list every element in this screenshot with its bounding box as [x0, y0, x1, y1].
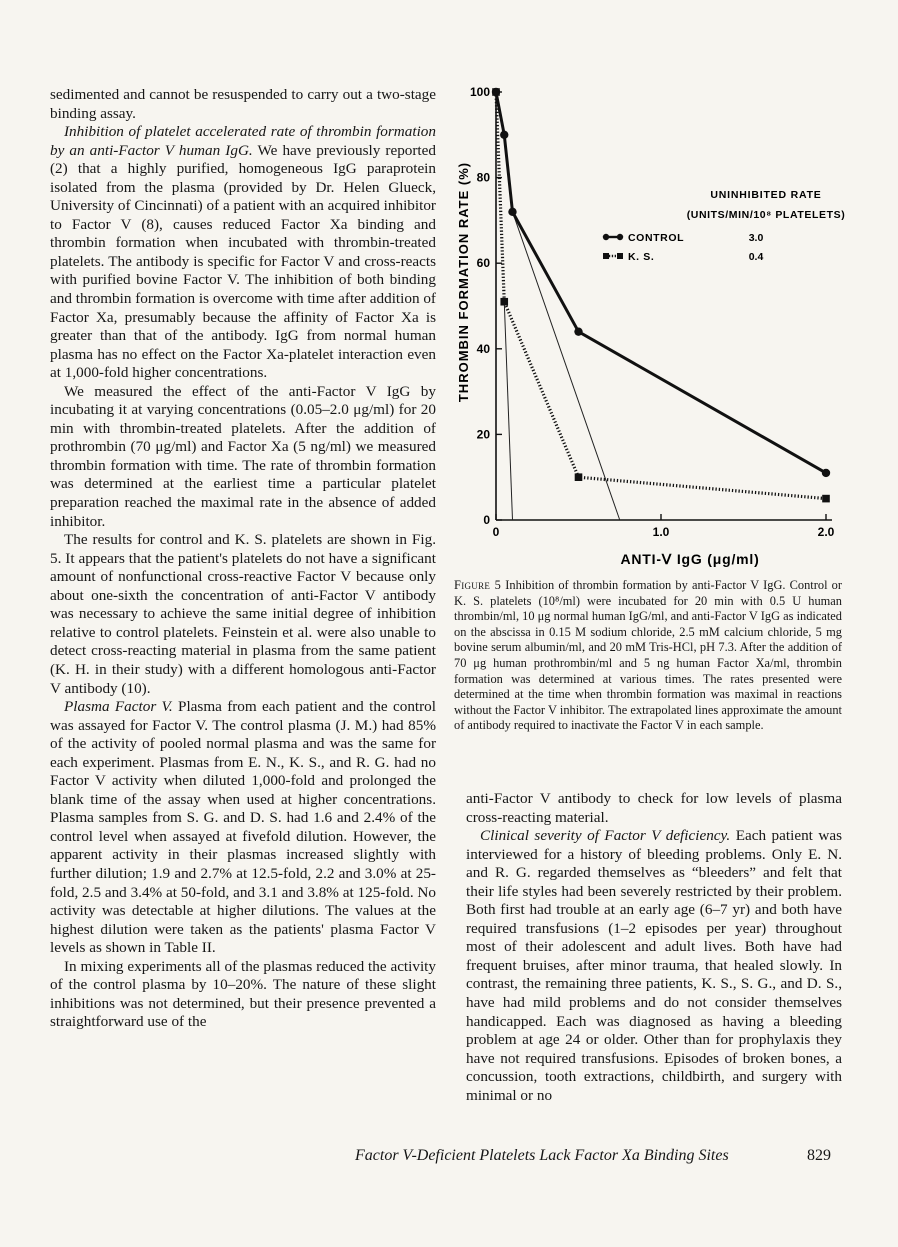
x-tick-label: 1.0	[652, 525, 670, 539]
extrapolated-line	[504, 302, 512, 520]
ks-data-point	[500, 298, 508, 306]
control-series-line	[496, 92, 826, 473]
left-paragraph-6: In mixing experiments all of the plasmas reduced the activity of the control plasma by 10–20%. The nature of these slight inhibitions was not determined, but their presence prevented a straightforward use of the	[50, 957, 436, 1031]
y-tick-label: 0	[483, 513, 490, 527]
left-paragraph-5-body: Plasma from each patient and the control was assayed for Factor V. The control plasma (J. M.) had 85% of the activity of pooled normal plasma and was the same for each experiment. Plasmas from E. N., K. S., and R. G. had no Factor V activity when diluted 1,000-fold and prolonged the blank time of the assay when used at higher concentrations. Plasma samples from S. G. and D. S. had 1.6 and 2.4% of the control level when assayed at fivefold dilution. However, the apparent activity in their plasmas increased slightly with further dilution; 1.9 and 2.7% at 12.5-fold, 2.2 and 3.0% at 25-fold, 2.5 and 3.4% at 50-fold, and 3.1 and 3.8% at 125-fold. No activity was detectable at higher dilutions. The values at the highest dilution were taken as the patients' plasma Factor V levels as shown in Table II.	[50, 698, 436, 957]
left-paragraph-3: We measured the effect of the anti-Factor V IgG by incubating it at varying concentrations (0.05–2.0 μg/ml) for 20 min with thrombin-treated platelets. After the addition of prothrombin (70 μg/ml) and Factor Xa (5 ng/ml) we measured thrombin formation with time. The rate of thrombin formation was determined at the earliest time a particular platelet preparation reached the maximal rate in the absence of added inhibitor.	[50, 382, 436, 530]
left-paragraph-2-body: We have previously reported (2) that a highly purified, homogeneous IgG paraprotein isolated from the plasma (provided by Dr. Helen Glueck, University of Cincinnati) of a patient with an acquired inhibitor to Factor V (8), causes reduced Factor Xa binding and thrombin formation when incubated with thrombin-treated platelets. The antibody is specific for Factor V and cross-reacts with purified bovine Factor V. The inhibition of both binding and thrombin formation is overcome with time after addition of Factor Xa, presumably because the affinity of Factor Xa is greater than that of the antibody. IgG from normal human plasma has no effect on the Factor Xa-platelet interaction even at 1,000-fold higher concentrations.	[50, 141, 436, 382]
section-heading-plasma-factor-v: Plasma Factor V.	[64, 698, 173, 716]
legend-series-name: K. S.	[628, 251, 655, 263]
control-data-point	[574, 327, 582, 335]
y-tick-label: 60	[476, 256, 490, 271]
ks-data-point	[822, 495, 830, 503]
x-axis-label: ANTI-Ⅴ IgG (μg/ml)	[620, 551, 760, 567]
legend-marker-control	[603, 234, 609, 240]
figure-caption	[454, 578, 842, 734]
y-tick-label: 40	[476, 341, 490, 356]
section-heading-inhibition: Inhibition of platelet accelerated rate of thrombin formation by an anti-Factor V human IgG.	[50, 123, 436, 159]
chart-series	[492, 88, 830, 503]
left-paragraph-1: sedimented and cannot be resuspended to carry out a two-stage binding assay.	[50, 86, 436, 122]
left-paragraph-4: The results for control and K. S. platelets are shown in Fig. 5. It appears that the patient's platelets do not have a significant amount of nonfunctional cross-reactive Factor V because only about one-sixth the concentration of anti-Factor V antibody was necessary to achieve the same initial degree of inhibition relative to control platelets. Feinstein et al. were also unable to detect cross-reacting material in plasma from the same patient (K. H. in their study) with a different homologous anti-Factor V antibody (10).	[50, 531, 436, 697]
left-text-column	[50, 86, 436, 1032]
y-tick-label: 20	[476, 427, 490, 442]
y-tick-label: 80	[476, 170, 490, 185]
legend-series-name: CONTROL	[628, 232, 685, 244]
left-paragraph-2	[50, 123, 436, 383]
legend-header-1: UNINHIBITED RATE	[710, 189, 822, 201]
chart-legend	[603, 232, 764, 263]
caption-text: Inhibition of thrombin formation by anti-Factor V IgG. Control or K. S. platelets (10⁸/ml) were incubated for 20 min with 0.5 U human thrombin/ml, 10 μg normal human IgG/ml, and anti-Factor V IgG as indicated on the abscissa in 0.15 M sodium chloride, 2.5 mM calcium chloride, 5 mg bovine serum albumin/ml, and 20 mM Tris-HCl, pH 7.3. After the addition of 70 μg human prothrombin/ml and 5 ng human Factor Xa/ml, thrombin formation was determined at various times. The rates presented were determined at the time when thrombin formation was maximal in reactions without the Factor V inhibitor. The extrapolated lines approximate the amount of antibody required to inactivate the Factor V in each sample.	[454, 578, 842, 733]
section-heading-clinical-severity: Clinical severity of Factor V deficiency.	[480, 827, 731, 845]
chart-ticks	[470, 85, 835, 539]
right-paragraph-1: anti-Factor V antibody to check for low levels of plasma cross-reacting material.	[466, 790, 842, 826]
x-tick-label: 2.0	[817, 525, 835, 539]
legend-marker-ks	[603, 253, 609, 259]
chart-axes	[496, 92, 832, 520]
x-tick-label: 0	[492, 525, 500, 539]
right-paragraph-2-body: Each patient was interviewed for a history of bleeding problems. Only E. N. and R. G. regarded themselves as “bleeders” and felt that their life styles had been severely restricted by their problem. Both first had trouble at an early age (6–7 yr) and both have required transfusions (1–2 episodes per year) throughout most of their adolescent and adult lives. Both have had frequent bruises, after minor trauma, that healed slowly. In contrast, the remaining three patients, K. S., S. G., and D. S., have had mild problems and do not consider themselves handicapped. Each was diagnosed as having a bleeding problem at age 24 or older. Other than for prophylaxis they have not required transfusions. Episodes of broken bones, a concussion, tooth extractions, childbirth, and surgery with minimal or no	[466, 827, 842, 1104]
right-text-column	[466, 790, 842, 1105]
running-title: Factor V-Deficient Platelets Lack Factor Xa Binding Sites	[355, 1147, 729, 1164]
left-paragraph-5	[50, 698, 436, 958]
control-data-point	[500, 131, 508, 139]
ks-data-point	[492, 88, 500, 96]
figure-5-chart	[440, 82, 860, 582]
page-number: 829	[807, 1147, 831, 1164]
control-data-point	[508, 208, 516, 216]
caption-label: Figure 5	[454, 578, 502, 592]
legend-marker-ks	[617, 253, 623, 259]
control-data-point	[822, 469, 830, 477]
y-tick-label: 100	[469, 85, 490, 99]
legend-marker-control	[617, 234, 623, 240]
legend-header-2: (UNITS/MIN/10⁸ PLATELETS)	[686, 209, 846, 221]
page-footer	[355, 1147, 835, 1165]
legend-series-rate: 0.4	[748, 251, 764, 263]
ks-series-line	[496, 92, 826, 499]
ks-data-point	[575, 473, 583, 481]
right-paragraph-2	[466, 827, 842, 1105]
y-axis-label: THROMBIN FORMATION RATE (%)	[456, 161, 471, 403]
legend-series-rate: 3.0	[748, 232, 764, 244]
extrapolated-lines	[504, 212, 620, 520]
